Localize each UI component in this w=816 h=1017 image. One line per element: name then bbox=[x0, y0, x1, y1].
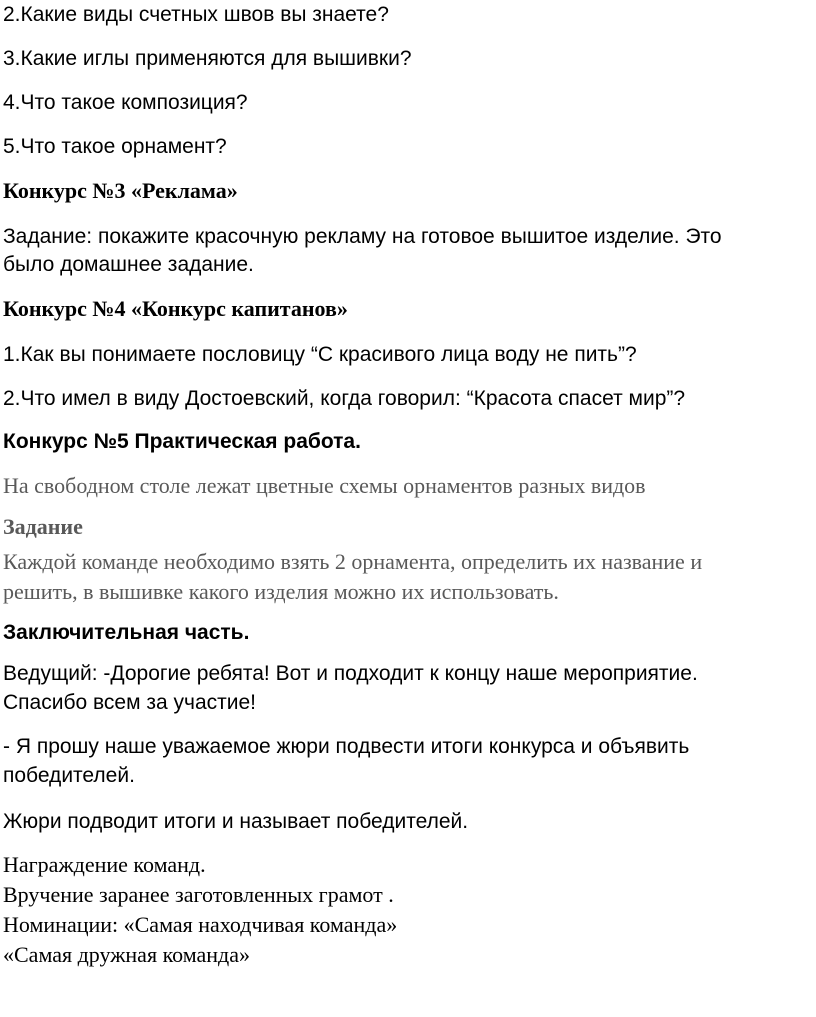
award-line-2: Вручение заранее заготовленных грамот . bbox=[3, 882, 394, 907]
contest5-intro: На свободном столе лежат цветные схемы орнаментов разных видов bbox=[3, 473, 646, 498]
jury-request-line1: - Я прошу наше уважаемое жюри подвести итоги конкурса и объявить bbox=[3, 735, 690, 758]
contest5-task-line2: решить, в вышивке какого изделия можно их использовать. bbox=[3, 579, 559, 604]
host-speech-line2: Спасибо всем за участие! bbox=[3, 691, 256, 714]
contest4-question-1: 1.Как вы понимаете пословицу “С красивого лица воду не пить”? bbox=[3, 343, 637, 366]
award-line-4: «Самая дружная команда» bbox=[3, 942, 250, 967]
award-line-3: Номинации: «Самая находчивая команда» bbox=[3, 912, 398, 937]
contest5-task-line1: Каждой команде необходимо взять 2 орнамента, определить их название и bbox=[3, 549, 703, 574]
contest5-heading: Конкурс №5 Практическая работа. bbox=[3, 430, 361, 453]
contest5-task-heading: Задание bbox=[3, 514, 83, 539]
jury-request-line2: победителей. bbox=[3, 764, 135, 787]
host-speech-line1: Ведущий: -Дорогие ребята! Вот и подходит к концу наше мероприятие. bbox=[3, 662, 698, 685]
final-heading: Заключительная часть. bbox=[3, 621, 250, 644]
question-2: 2.Какие виды счетных швов вы знаете? bbox=[3, 3, 389, 26]
contest3-heading: Конкурс №3 «Реклама» bbox=[3, 178, 238, 203]
question-5: 5.Что такое орнамент? bbox=[3, 135, 227, 158]
question-4: 4.Что такое композиция? bbox=[3, 91, 248, 114]
award-line-1: Награждение команд. bbox=[3, 852, 206, 877]
contest4-heading: Конкурс №4 «Конкурс капитанов» bbox=[3, 296, 348, 321]
contest3-task-line2: было домашнее задание. bbox=[3, 253, 254, 276]
jury-result: Жюри подводит итоги и называет победителей. bbox=[3, 810, 469, 833]
contest4-question-2: 2.Что имел в виду Достоевский, когда говорил: “Красота спасет мир”? bbox=[3, 387, 686, 410]
contest3-task-line1: Задание: покажите красочную рекламу на готовое вышитое изделие. Это bbox=[3, 225, 722, 248]
question-3: 3.Какие иглы применяются для вышивки? bbox=[3, 47, 412, 70]
